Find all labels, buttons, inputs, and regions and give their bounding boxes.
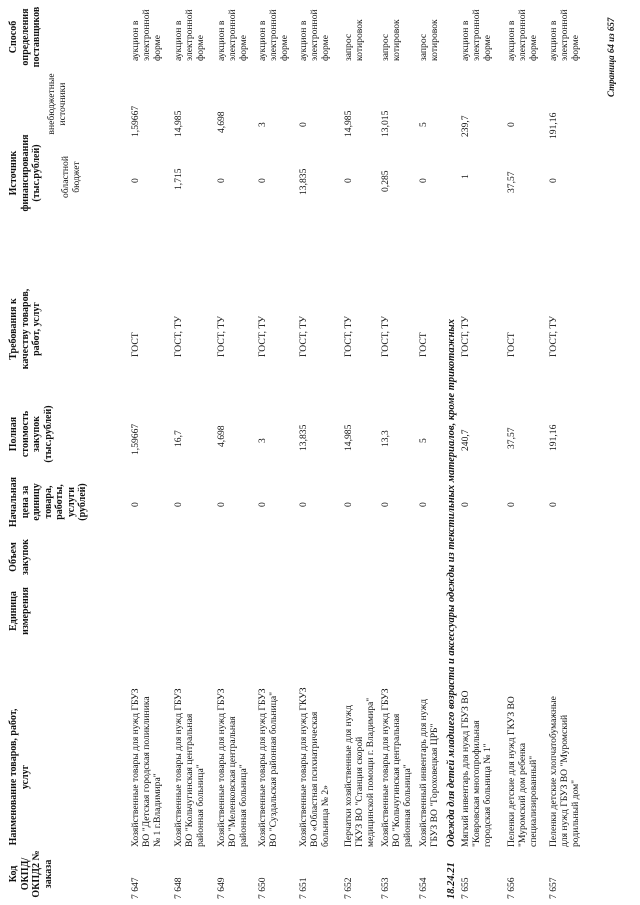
- row-7649-method: аукцион в электронной форме: [216, 9, 249, 61]
- row-7648-price: 0: [173, 502, 184, 507]
- row-7657-method: аукцион в электронной форме: [548, 9, 581, 61]
- row-7651-code: 7 651: [298, 877, 309, 899]
- row-7651-req: ГОСТ, ТУ: [298, 315, 309, 357]
- row-7656-regional: 37,57: [506, 171, 517, 193]
- row-7648-req: ГОСТ, ТУ: [173, 315, 184, 357]
- header-source-regional: областной бюджет: [60, 156, 82, 199]
- header-total: Полная стоимость закупок (тыс.рублей): [8, 405, 54, 463]
- row-7654-req: ГОСТ: [418, 332, 429, 357]
- row-7648-regional: 1,715: [173, 168, 184, 190]
- row-7652-extra: 14,985: [343, 110, 354, 137]
- header-price: Начальная цена за единицу товара, работы, услуги (рублей): [8, 476, 88, 528]
- row-7649-name: Хозяйственные товары для нужд ГБУЗ ВО "Меленковская центральная районная больница": [216, 688, 249, 847]
- row-7652-code: 7 652: [343, 877, 354, 899]
- row-7654-code: 7 654: [418, 877, 429, 899]
- row-7653-code: 7 653: [380, 877, 391, 899]
- row-7649-regional: 0: [216, 178, 227, 183]
- header-unit: Единица измерения: [8, 587, 31, 635]
- row-7650-name: Хозяйственные товары для нужд ГБУЗ ВО "Суздальская районная больница": [257, 688, 279, 847]
- row-7649-req: ГОСТ, ТУ: [216, 315, 227, 357]
- row-7657-req: ГОСТ, ТУ: [548, 315, 559, 357]
- row-7653-extra: 13,015: [380, 110, 391, 137]
- header-name: Наименование товаров, работ, услуг: [8, 708, 31, 846]
- row-7653-name: Хозяйственные товары для нужд ГБУЗ ВО "Кольчугинская центральная районная больница": [380, 688, 413, 847]
- row-7648-method: аукцион в электронной форме: [173, 9, 206, 61]
- row-7647-code: 7 647: [130, 877, 141, 899]
- row-7652-price: 0: [343, 502, 354, 507]
- header-code: Код ОКПД/ ОКПД2 № заказа: [8, 850, 54, 898]
- row-7655-price: 0: [460, 502, 471, 507]
- row-7650-code: 7 650: [257, 877, 268, 899]
- row-7655-req: ГОСТ, ТУ: [460, 315, 471, 357]
- row-7653-price: 0: [380, 502, 391, 507]
- row-7655-extra: 239,7: [460, 115, 471, 137]
- row-7651-name: Хозяйственные товары для нужд ГКУЗ ВО «Областная психиатрическая больница № 2»: [298, 687, 331, 847]
- row-7654-price: 0: [418, 502, 429, 507]
- row-7647-extra: 1,59667: [130, 105, 141, 137]
- page-number: Страница 64 из 657: [606, 17, 616, 97]
- row-7653-method: запрос котировок: [380, 19, 402, 61]
- row-7649-total: 4,698: [216, 425, 227, 447]
- row-7650-extra: 3: [257, 122, 268, 127]
- row-7656-code: 7 656: [506, 877, 517, 899]
- row-7655-regional: 1: [460, 174, 471, 179]
- row-7650-total: 3: [257, 438, 268, 443]
- row-7648-extra: 14,985: [173, 110, 184, 137]
- row-7652-name: Перчатки хозяйственные для нужд ГКУЗ ВО "Станция скорой медицинской помощи г. Владимира": [343, 697, 376, 847]
- row-7657-price: 0: [548, 502, 559, 507]
- row-7654-total: 5: [418, 438, 429, 443]
- section-title: Одежда для детей младшего возраста и аксессуары одежды из текстильных материалов, кроме трикотажных: [446, 319, 457, 847]
- row-7656-extra: 0: [506, 122, 517, 127]
- row-7650-regional: 0: [257, 178, 268, 183]
- row-7656-name: Пеленки детские для нужд ГКУЗ ВО "Муромский дом ребенка специализированный": [506, 696, 539, 847]
- row-7655-code: 7 655: [460, 877, 471, 899]
- row-7648-total: 16,7: [173, 430, 184, 447]
- row-7655-total: 240,7: [460, 429, 471, 451]
- row-7650-method: аукцион в электронной форме: [257, 9, 290, 61]
- row-7647-req: ГОСТ: [130, 332, 141, 357]
- header-source: Источник финансирования (тыс.рублей): [8, 134, 42, 212]
- row-7657-regional: 0: [548, 178, 559, 183]
- row-7654-regional: 0: [418, 178, 429, 183]
- row-7649-extra: 4,698: [216, 111, 227, 133]
- row-7651-regional: 13,835: [298, 168, 309, 195]
- row-7647-total: 1,59667: [130, 423, 141, 455]
- row-7652-total: 14,985: [343, 424, 354, 451]
- row-7654-extra: 5: [418, 122, 429, 127]
- row-7647-regional: 0: [130, 178, 141, 183]
- row-7654-name: Хозяйственный инвентарь для нужд ГБУЗ ВО "Гороховецкая ЦРБ": [418, 699, 440, 847]
- row-7648-name: Хозяйственные товары для нужд ГБУЗ ВО "Кольчугинская центральная районная больница": [173, 688, 206, 847]
- row-7650-req: ГОСТ, ТУ: [257, 315, 268, 357]
- row-7653-total: 13,3: [380, 430, 391, 447]
- row-7657-code: 7 657: [548, 877, 559, 899]
- row-7651-method: аукцион в электронной форме: [298, 9, 331, 61]
- row-7652-method: запрос котировок: [343, 19, 365, 61]
- row-7656-req: ГОСТ: [506, 332, 517, 357]
- header-volume: Объем закупок: [8, 538, 31, 576]
- row-7653-regional: 0,285: [380, 170, 391, 192]
- header-method: Способ определения поставщиков: [8, 6, 42, 68]
- row-7655-name: Мягкий инвентарь для нужд ГБУЗ ВО "Ковровская многопрофильная городская больница № 1": [460, 690, 493, 847]
- row-7657-extra: 191,16: [548, 112, 559, 139]
- row-7652-req: ГОСТ, ТУ: [343, 315, 354, 357]
- row-7653-req: ГОСТ, ТУ: [380, 315, 391, 357]
- section-code: 18.24.21: [446, 862, 457, 899]
- row-7655-method: аукцион в электронной форме: [460, 9, 493, 61]
- row-7649-code: 7 649: [216, 877, 227, 899]
- row-7651-extra: 0: [298, 122, 309, 127]
- row-7647-method: аукцион в электронной форме: [130, 9, 163, 61]
- row-7649-price: 0: [216, 502, 227, 507]
- row-7648-code: 7 648: [173, 877, 184, 899]
- row-7647-price: 0: [130, 502, 141, 507]
- header-source-extrabudget: внебюджетные источники: [46, 73, 68, 135]
- row-7647-name: Хозяйственные товары для нужд ГБУЗ ВО "Детская городская поликлиника № 1 г.Владимира": [130, 688, 163, 847]
- row-7654-method: запрос котировок: [418, 19, 440, 61]
- row-7651-total: 13,835: [298, 424, 309, 451]
- row-7656-total: 37,57: [506, 427, 517, 449]
- row-7657-total: 191,16: [548, 424, 559, 451]
- row-7650-price: 0: [257, 502, 268, 507]
- row-7657-name: Пеленки детские хлопчатобумажные для нужд ГБУЗ ВО "Муромский родильный дом": [548, 696, 581, 847]
- row-7652-regional: 0: [343, 178, 354, 183]
- row-7656-price: 0: [506, 502, 517, 507]
- header-requirements: Требования к качеству товаров, работ, услуг: [8, 288, 42, 370]
- row-7651-price: 0: [298, 502, 309, 507]
- row-7656-method: аукцион в электронной форме: [506, 9, 539, 61]
